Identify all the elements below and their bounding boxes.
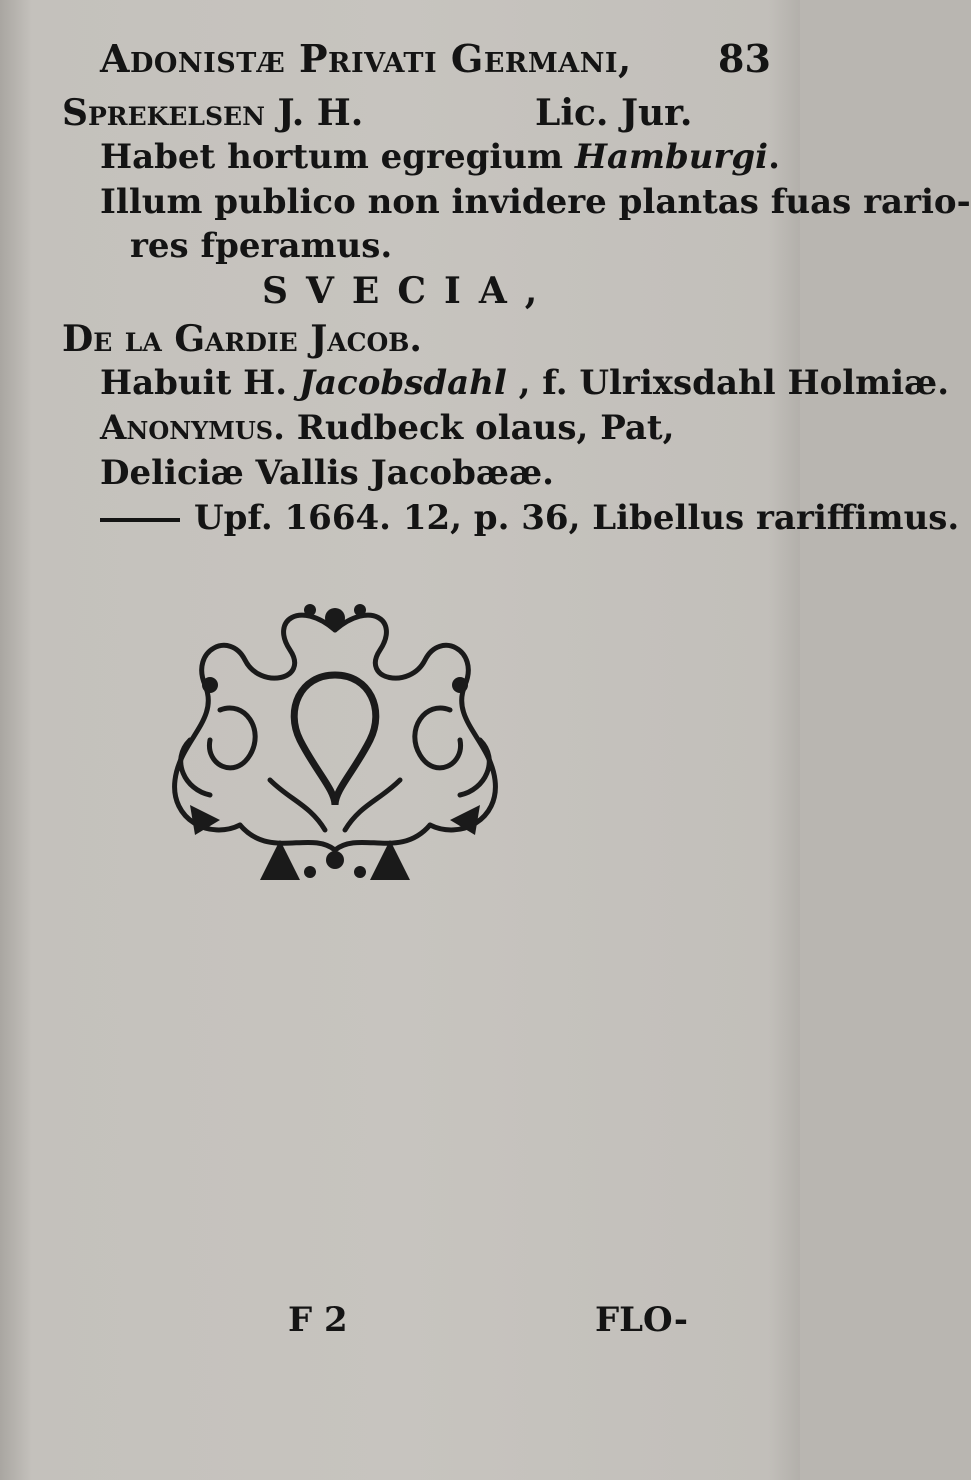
text-line: Deliciæ Vallis Jacobææ. [100, 453, 554, 493]
entry-name: Sprekelsen J. H. [62, 92, 364, 134]
text-segment: Habuit H. [100, 363, 299, 403]
text-line: res fperamus. [130, 226, 393, 266]
text-line: Illum publico non invidere plantas fuas rario- [100, 182, 971, 222]
small-caps-segment: Anonymus [100, 408, 274, 448]
text-line [100, 498, 959, 538]
text-segment: . [768, 137, 780, 177]
page-number: 83 [718, 36, 771, 81]
printers-ornament [150, 590, 520, 890]
running-head: Adonistæ Privati Germani, [100, 36, 632, 81]
section-heading: SVECIA, [262, 270, 556, 312]
text-line [100, 363, 949, 403]
dash-rule [100, 518, 180, 522]
text-segment: Upf. 1664. 12, p. 36, Libellus rariffimus. [194, 498, 960, 538]
text-segment: Habet hortum egregium [100, 137, 575, 177]
text-line [100, 137, 780, 177]
italic-segment: Jacobsdahl [298, 363, 507, 403]
entry-heading-sprekelsen [62, 92, 363, 134]
text-line [100, 408, 674, 448]
entry-heading-de-la-gardie: De la Gardie Jacob. [62, 318, 422, 360]
italic-segment: Hamburgi [574, 137, 769, 177]
catchword: FLO- [595, 1300, 689, 1340]
text-segment: , f. Ulrixsdahl Holmiæ. [506, 363, 950, 403]
signature-mark: F 2 [288, 1300, 348, 1340]
text-segment: . Rudbeck olaus, Pat, [273, 408, 675, 448]
entry-title: Lic. Jur. [535, 92, 693, 134]
